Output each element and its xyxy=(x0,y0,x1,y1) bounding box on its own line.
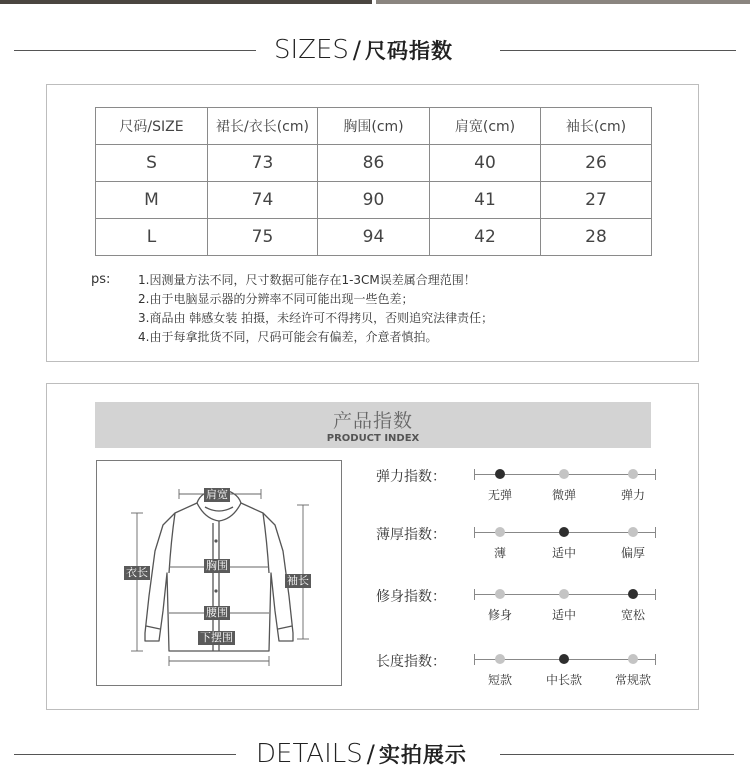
scale-dot-selected xyxy=(628,589,638,599)
fit-scale xyxy=(376,586,696,626)
label-shoulder: 肩宽 xyxy=(206,488,228,501)
details-title-en: DETAILS xyxy=(256,739,363,769)
scale-cap-right xyxy=(655,654,656,665)
sizes-section-header xyxy=(0,32,750,68)
cell-chest: 94 xyxy=(318,219,430,256)
sizes-title xyxy=(274,32,453,68)
thickness-scale xyxy=(376,524,696,564)
scale-cap-left xyxy=(474,469,475,480)
product-index-banner xyxy=(95,402,651,448)
scale-option-label: 适中 xyxy=(551,608,576,622)
scale-option-label: 薄 xyxy=(493,546,506,560)
cell-size: M xyxy=(96,182,208,219)
product-index-title-en: PRODUCT INDEX xyxy=(326,433,420,444)
table-row xyxy=(96,145,652,182)
scale-cap-right xyxy=(655,589,656,600)
note-line: 2.由于电脑显示器的分辨率不同可能出现一些色差； xyxy=(138,292,414,306)
scale-option-label: 修身 xyxy=(487,608,512,622)
notes-lines xyxy=(138,271,658,347)
scale-dot-selected xyxy=(495,469,505,479)
length-scale xyxy=(376,651,696,691)
scale-cap-right xyxy=(655,469,656,480)
elasticity-scale xyxy=(376,466,696,506)
garment-diagram xyxy=(96,460,342,686)
sizes-title-en: SIZES xyxy=(274,35,349,65)
label-hem: 下摆围 xyxy=(200,631,233,644)
scale-option-label: 短款 xyxy=(487,673,512,687)
sizes-title-cn: 尺码指数 xyxy=(365,39,454,63)
size-chart-panel xyxy=(46,84,699,362)
label-chest: 胸围 xyxy=(206,559,228,572)
sizes-title-slash: / xyxy=(352,36,362,64)
scale-dot xyxy=(495,527,505,537)
scale-dot-selected xyxy=(559,527,569,537)
cell-shoulder: 41 xyxy=(430,182,541,219)
scale-option-label: 常规款 xyxy=(614,673,651,687)
scale-option-label: 适中 xyxy=(551,546,576,560)
scale-name: 修身指数： xyxy=(376,589,446,605)
scale-name: 长度指数： xyxy=(376,654,446,670)
size-table xyxy=(95,107,652,256)
top-photo-strip xyxy=(0,0,750,4)
details-title xyxy=(256,736,467,772)
details-title-slash: / xyxy=(366,740,375,768)
cell-sleeve: 27 xyxy=(541,182,652,219)
cell-chest: 90 xyxy=(318,182,430,219)
scale-option-label: 宽松 xyxy=(620,608,645,622)
scale-cap-left xyxy=(474,654,475,665)
details-title-cn: 实拍展示 xyxy=(378,743,467,767)
scale-cap-left xyxy=(474,527,475,538)
scale-option-label: 中长款 xyxy=(545,673,582,687)
header-rule-left xyxy=(14,50,256,51)
header-rule-left xyxy=(14,754,236,755)
col-header-shoulder: 肩宽(cm) xyxy=(430,108,541,145)
cell-length: 74 xyxy=(208,182,318,219)
header-rule-right xyxy=(500,754,734,755)
product-index-panel xyxy=(46,383,699,710)
col-header-length: 裙长/衣长(cm) xyxy=(208,108,318,145)
photo-edge-right xyxy=(376,0,750,4)
col-header-chest: 胸围(cm) xyxy=(318,108,430,145)
scale-dot xyxy=(628,469,638,479)
scale-dot xyxy=(559,469,569,479)
header-rule-right xyxy=(500,50,736,51)
notes-prefix: ps: xyxy=(91,272,111,287)
cell-length: 73 xyxy=(208,145,318,182)
scale-option-label: 微弹 xyxy=(551,488,576,502)
note-line: 1.因测量方法不同，尺寸数据可能存在1-3CM误差属合理范围！ xyxy=(138,273,476,287)
scale-dot xyxy=(559,589,569,599)
cell-shoulder: 40 xyxy=(430,145,541,182)
scale-name: 弹力指数： xyxy=(376,469,446,485)
scale-dot xyxy=(495,589,505,599)
cell-size: S xyxy=(96,145,208,182)
scale-dot xyxy=(628,527,638,537)
table-row xyxy=(96,182,652,219)
col-header-size: 尺码/SIZE xyxy=(96,108,208,145)
label-length: 衣长 xyxy=(126,566,148,579)
details-section-header xyxy=(0,736,750,772)
scale-cap-left xyxy=(474,589,475,600)
scale-dot xyxy=(495,654,505,664)
cell-sleeve: 26 xyxy=(541,145,652,182)
scale-name: 薄厚指数： xyxy=(376,527,446,543)
note-line: 3.商品由 韩感女装 拍摄，未经许可不得拷贝，否则追究法律责任； xyxy=(138,311,494,325)
cell-length: 75 xyxy=(208,219,318,256)
scale-dot xyxy=(628,654,638,664)
scale-option-label: 弹力 xyxy=(620,488,645,502)
label-sleeve: 袖长 xyxy=(287,574,309,587)
cell-size: L xyxy=(96,219,208,256)
note-line: 4.由于每拿批货不同，尺码可能会有偏差，介意者慎拍。 xyxy=(138,330,438,344)
scale-cap-right xyxy=(655,527,656,538)
cell-chest: 86 xyxy=(318,145,430,182)
scale-dot-selected xyxy=(559,654,569,664)
col-header-sleeve: 袖长(cm) xyxy=(541,108,652,145)
label-waist: 腰围 xyxy=(206,606,228,619)
scale-option-label: 偏厚 xyxy=(620,546,645,560)
size-table-header-row xyxy=(96,108,652,145)
product-index-title-cn: 产品指数 xyxy=(332,410,413,432)
cell-sleeve: 28 xyxy=(541,219,652,256)
cell-shoulder: 42 xyxy=(430,219,541,256)
photo-edge-left xyxy=(0,0,372,4)
table-row xyxy=(96,219,652,256)
scale-option-label: 无弹 xyxy=(487,488,512,502)
